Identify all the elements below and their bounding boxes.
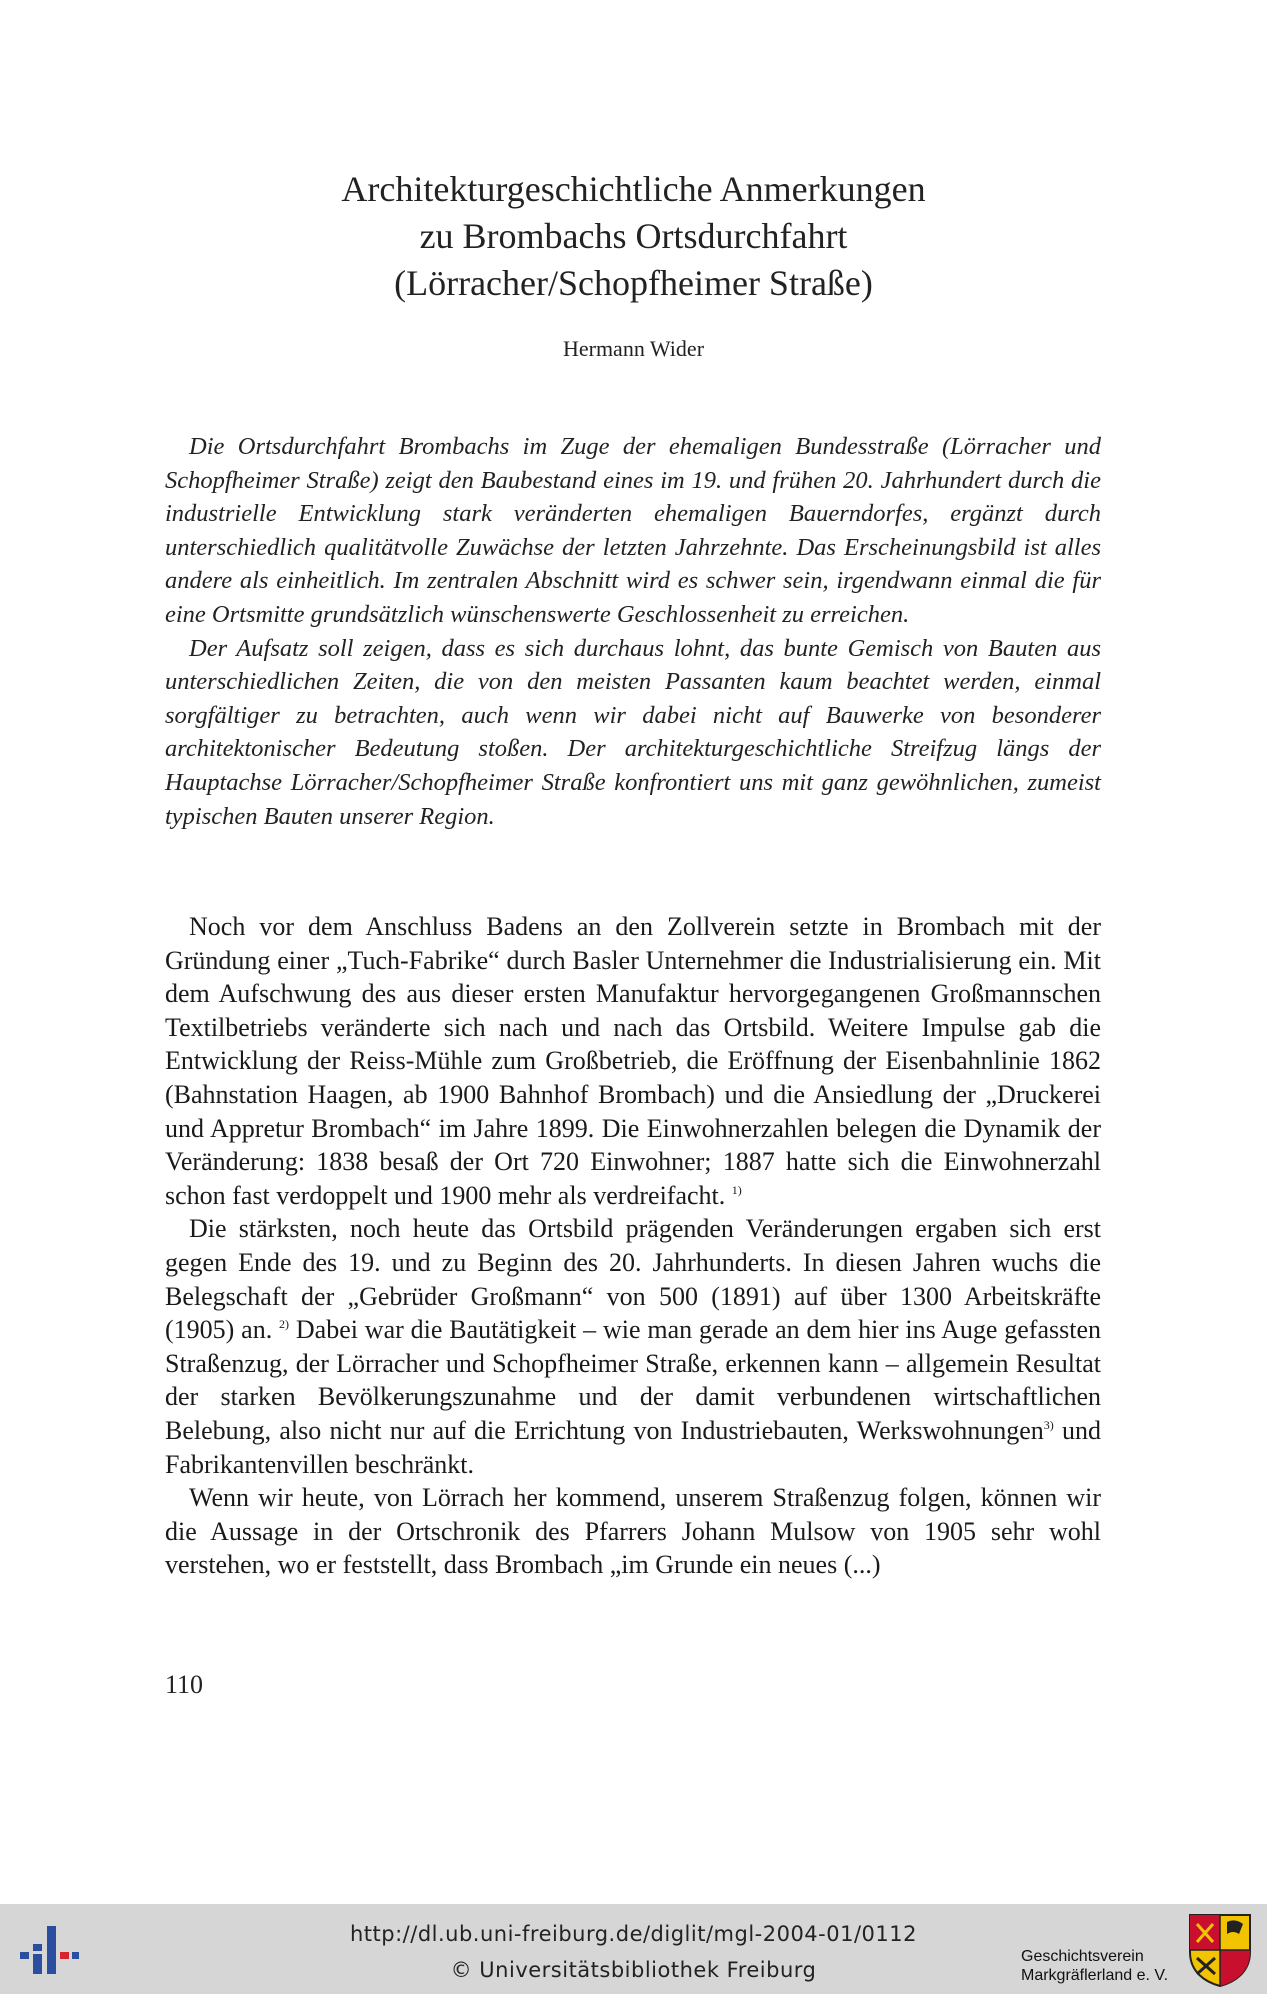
footnote-ref-2[interactable]: 2) [279,1317,290,1332]
organization-line-1: Geschichtsverein [1021,1948,1144,1965]
body-paragraph-1 [165,910,1101,1212]
article-title [0,166,1267,307]
paragraph-text: Die stärksten, noch heute das Ortsbild prägenden Veränderungen ergaben sich erst gegen Ende des 19. und zu Beginn des 20. Jahrhunderts. In diesen Jahren wuchs die Belegschaft der „Gebrüder Großmann“ von 500 (1891) auf über 1300 Arbeitskräfte (1905) an. [165,1214,1101,1345]
abstract-paragraph-1: Die Ortsdurchfahrt Brombachs im Zuge der ehemaligen Bundesstraße (Lörracher und Schopfheimer Straße) zeigt den Baubestand eines im 19. und frühen 20. Jahrhundert durch die industrielle Entwicklung stark veränderten ehemaligen Bauerndorfes, ergänzt durch unterschiedlich qualitätvolle Zuwächse der letzten Jahrzehnte. Das Erscheinungsbild ist alles andere als einheitlich. Im zentralen Abschnitt wird es schwer sein, irgendwann einmal die für eine Ortsmitte grundsätzlich wünschenswerte Geschlossenheit zu erreichen. [165,433,1101,628]
paragraph-text: und Fabrikantenvillen beschränkt. [165,1415,1101,1479]
page-number: 110 [165,1670,204,1699]
coat-of-arms-icon [1187,1912,1253,1988]
author-name: Hermann Wider [562,336,705,361]
body-paragraph-3: Wenn wir heute, von Lörrach her kommend, unserem Straßenzug folgen, können wir die Aussage in der Ortschronik des Pfarrers Johann Mulsow von 1905 sehr wohl verstehen, wo er feststellt, dass Brombach „im Grunde ein neues (...) [165,1483,1101,1580]
footer-bar [0,1904,1267,1994]
footer-organization [1021,1947,1181,1985]
body-text [165,910,1101,1582]
footer-url-link[interactable]: http://dl.ub.uni-freiburg.de/diglit/mgl-2004-01/0112 [349,1922,917,1946]
footnote-ref-3[interactable]: 3) [1043,1417,1054,1432]
footnote-ref-1[interactable]: 1) [731,1182,742,1197]
abstract-paragraph-2: Der Aufsatz soll zeigen, dass es sich durchaus lohnt, das bunte Gemisch von Bauten aus unterschiedlichen Zeiten, die von den meisten Passanten kaum beachtet werden, einmal sorgfältiger zu betrachten, auch wenn wir dabei nicht auf Bauwerke von besonderer architektonischer Bedeutung stoßen. Der architekturgeschichtliche Streifzug längs der Hauptachse Lörracher/Schopfheimer Straße konfrontiert uns mit ganz gewöhnlichen, zumeist typischen Bauten unserer Region. [165,634,1101,830]
title-line-1: Architekturgeschichtliche Anmerkungen [341,169,926,209]
footer-copyright: © Universitätsbibliothek Freiburg [450,1958,817,1982]
title-line-2: zu Brombachs Ortsdurchfahrt [419,216,848,256]
organization-line-2: Markgräflerland e. V. [1021,1967,1169,1984]
body-paragraph-2 [165,1212,1101,1481]
title-line-3: (Lörracher/Schopfheimer Straße) [394,263,873,303]
paragraph-text: Noch vor dem Anschluss Badens an den Zollverein setzte in Brombach mit der Gründung einer „Tuch-Fabrike“ durch Basler Unternehmer die Industrialisierung ein. Mit dem Aufschwung des aus dieser ersten Manufaktur hervorgegangenen Großmannschen Textilbetriebs veränderte sich nach und nach das Ortsbild. Weitere Impulse gab die Entwicklung der Reiss-Mühle zum Großbetrieb, die Eröffnung der Eisenbahnlinie 1862 (Bahnstation Haagen, ab 1900 Bahnhof Brombach) und die Ansiedlung der „Druckerei und Appretur Brombach“ im Jahre 1899. Die Einwohnerzahlen belegen die Dynamik der Veränderung: 1838 besaß der Ort 720 Einwohner; 1887 hatte sich die Einwohnerzahl schon fast verdoppelt und 1900 mehr als verdreifacht. [165,912,1101,1210]
ub-freiburg-logo-icon[interactable] [16,1914,80,1978]
paragraph-text: Dabei war die Bautätigkeit – wie man gerade an dem hier ins Auge gefassten Straßenzug, der Lörracher und Schopfheimer Straße, erkennen kann – allgemein Resultat der starken Bevölkerungszunahme und der damit verbundenen wirtschaftlichen Belebung, also nicht nur auf die Errichtung von Industriebauten, Werkswohnungen [165,1315,1101,1445]
abstract [165,430,1101,833]
